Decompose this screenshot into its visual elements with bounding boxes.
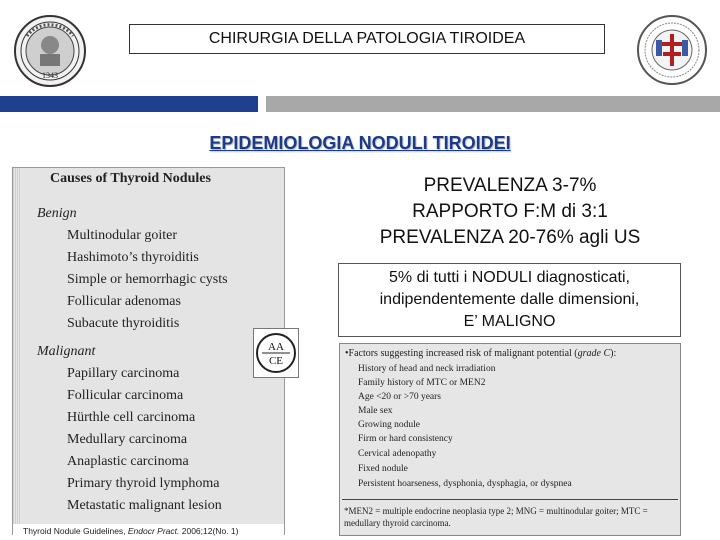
risk-factor-item: Growing nodule [358,420,421,430]
aace-text-top: AA [268,341,284,353]
malignancy-line: indipendentemente dalle dimensioni, [379,291,640,308]
factors-footnote: *MEN2 = multiple endocrine neoplasia type 2; MNG = multinodular goiter; MTC = medullary thyroid carcinoma. [344,506,648,528]
factors-heading-pre: •Factors suggesting increased risk of malignant potential ( [345,348,578,359]
malignant-item: Medullary carcinoma [67,432,188,447]
citation-suffix: 2006;12(No. 1) [179,526,239,536]
malignancy-rate-box [338,263,681,337]
benign-item: Subacute thyroiditis [67,316,180,331]
ecclesiastical-seal-logo [636,14,708,86]
malignant-item: Anaplastic carcinoma [67,454,189,469]
header-title: CHIRURGIA DELLA PATOLOGIA TIROIDEA [208,30,526,47]
malignant-item: Follicular carcinoma [67,388,184,403]
risk-factor-item: Fixed nodule [358,464,408,474]
ecclesiastical-seal-icon [636,14,708,86]
aace-logo [253,328,299,378]
benign-label: Benign [37,206,77,221]
citation-prefix: Thyroid Nodule Guidelines, [23,526,128,536]
prevalence-stat: PREVALENZA 3-7% [423,175,597,196]
malignancy-risk-factors-panel [339,343,681,536]
malignancy-line: E’ MALIGNO [463,313,556,330]
factors-divider [342,499,678,500]
university-seal-icon [13,14,87,88]
risk-factor-item: Cervical adenopathy [358,449,437,459]
section-title: EPIDEMIOLOGIA NODULI TIROIDEI [209,133,511,153]
risk-factor-item: Age <20 or >70 years [358,392,441,402]
causes-citation [13,524,284,538]
aace-emblem-icon [254,329,298,377]
factors-heading-post: ): [610,348,617,359]
benign-item: Simple or hemorrhagic cysts [67,272,228,287]
risk-factor-item: Male sex [358,406,393,416]
epidemiology-stats [300,173,720,251]
benign-item: Follicular adenomas [67,294,181,309]
malignancy-line: 5% di tutti i NODULI diagnosticati, [389,269,630,286]
malignant-item: Hürthle cell carcinoma [67,410,196,425]
risk-factor-item: History of head and neck irradiation [358,364,496,374]
sex-ratio-stat: RAPPORTO F:M di 3:1 [412,201,608,222]
university-seal-logo [13,14,87,88]
header-title-box [129,24,605,54]
citation-journal: Endocr Pract. [127,526,180,536]
ultrasound-prevalence-stat: PREVALENZA 20-76% agli US [379,227,641,248]
risk-factor-item: Firm or hard consistency [358,434,453,444]
malignant-item: Papillary carcinoma [67,366,180,381]
scan-stripe [13,168,21,536]
malignant-item: Metastatic malignant lesion [67,498,222,513]
risk-factor-item: Persistent hoarseness, dysphonia, dysphagia, or dyspnea [358,479,572,489]
causes-title: Causes of Thyroid Nodules [50,171,211,186]
malignant-label: Malignant [37,344,96,359]
header-accent-bar [0,96,258,112]
malignant-item: Primary thyroid lymphoma [67,476,220,491]
factors-heading [345,348,616,359]
header-divider-bar [266,96,720,112]
benign-item: Multinodular goiter [67,228,178,243]
causes-of-nodules-panel [12,167,285,535]
factors-heading-grade: grade C [577,348,611,359]
benign-item: Hashimoto’s thyroiditis [67,250,199,265]
risk-factor-item: Family history of MTC or MEN2 [358,378,486,388]
seal-year: 1343 [42,71,58,80]
aace-text-bottom: CE [268,355,284,367]
